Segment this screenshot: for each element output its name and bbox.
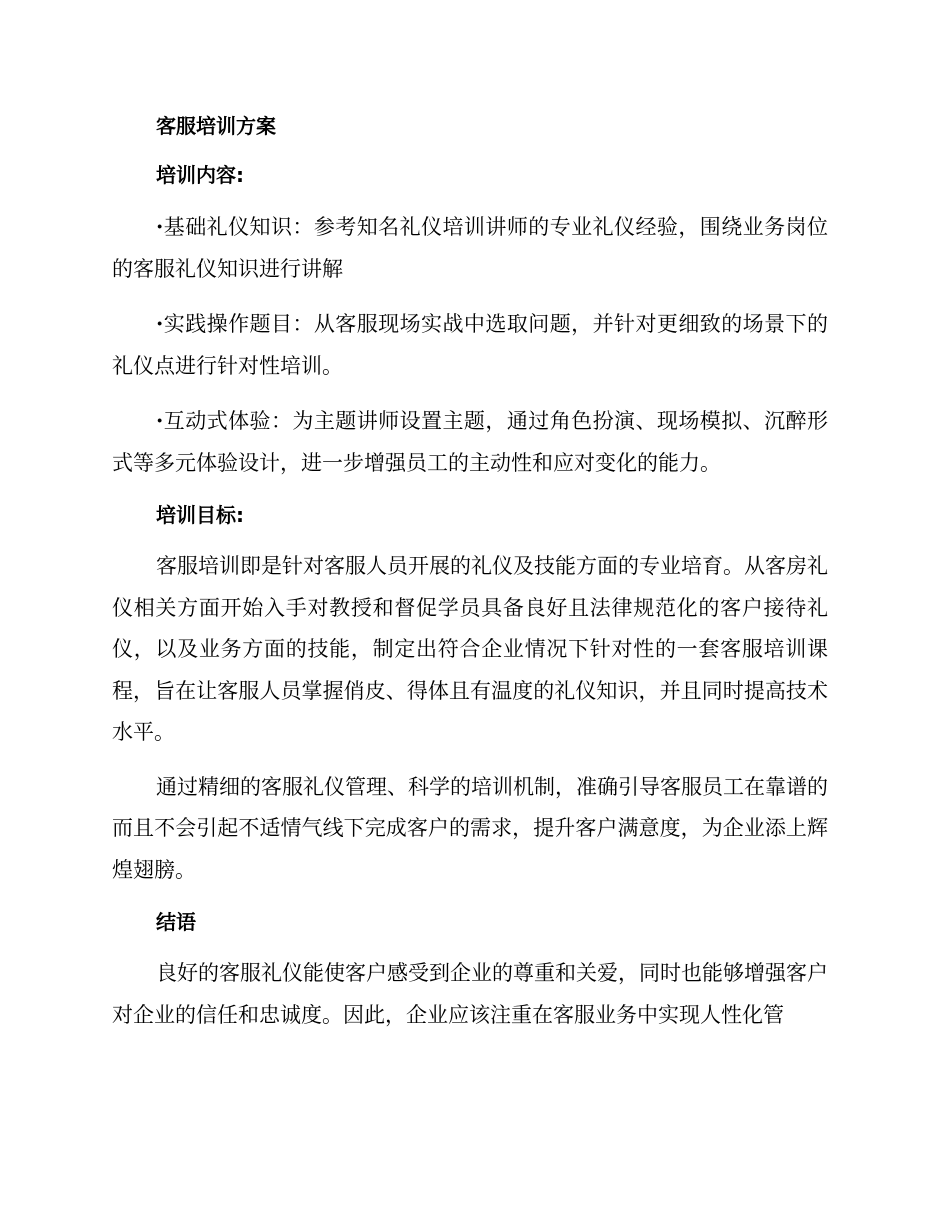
bullet-item-text: 基础礼仪知识：参考知名礼仪培训讲师的专业礼仪经验，围绕业务岗位的客服礼仪知识进行讲解 <box>112 215 828 281</box>
bullet-item <box>112 303 828 387</box>
document-page <box>112 108 828 1049</box>
body-paragraph: 客服培训即是针对客服人员开展的礼仪及技能方面的专业培育。从客房礼仪相关方面开始入手对教授和督促学员具备良好且法律规范化的客户接待礼仪，以及业务方面的技能，制定出符合企业情况下针对性的一套客服培训课程，旨在让客服人员掌握俏皮、得体且有温度的礼仪知识，并且同时提高技术水平。 <box>112 554 828 744</box>
bullet-item-text: 互动式体验：为主题讲师设置主题，通过角色扮演、现场模拟、沉醉形式等多元体验设计，进一步增强员工的主动性和应对变化的能力。 <box>112 409 828 475</box>
bullet-item-text: 实践操作题目：从客服现场实战中选取问题，并针对更细致的场景下的礼仪点进行针对性培训。 <box>112 312 828 378</box>
bullet-dot-icon: · <box>156 311 164 336</box>
section-heading-conclusion: 结语 <box>156 910 196 934</box>
bullet-dot-icon: · <box>156 408 164 433</box>
bullet-item <box>112 400 828 484</box>
section-heading-training-content: 培训内容: <box>156 163 244 187</box>
body-paragraph: 良好的客服礼仪能使客户感受到企业的尊重和关爱，同时也能够增强客户对企业的信任和忠诚度。因此，企业应该注重在客服业务中实现人性化管 <box>112 961 828 1027</box>
document-title: 客服培训方案 <box>156 114 276 138</box>
body-paragraph: 通过精细的客服礼仪管理、科学的培训机制，准确引导客服员工在靠谱的而且不会引起不适情气线下完成客户的需求，提升客户满意度，为企业添上辉煌翅膀。 <box>112 774 828 882</box>
section-heading-training-goal: 培训目标: <box>156 503 244 527</box>
bullet-dot-icon: · <box>156 214 164 239</box>
bullet-item <box>112 206 828 290</box>
